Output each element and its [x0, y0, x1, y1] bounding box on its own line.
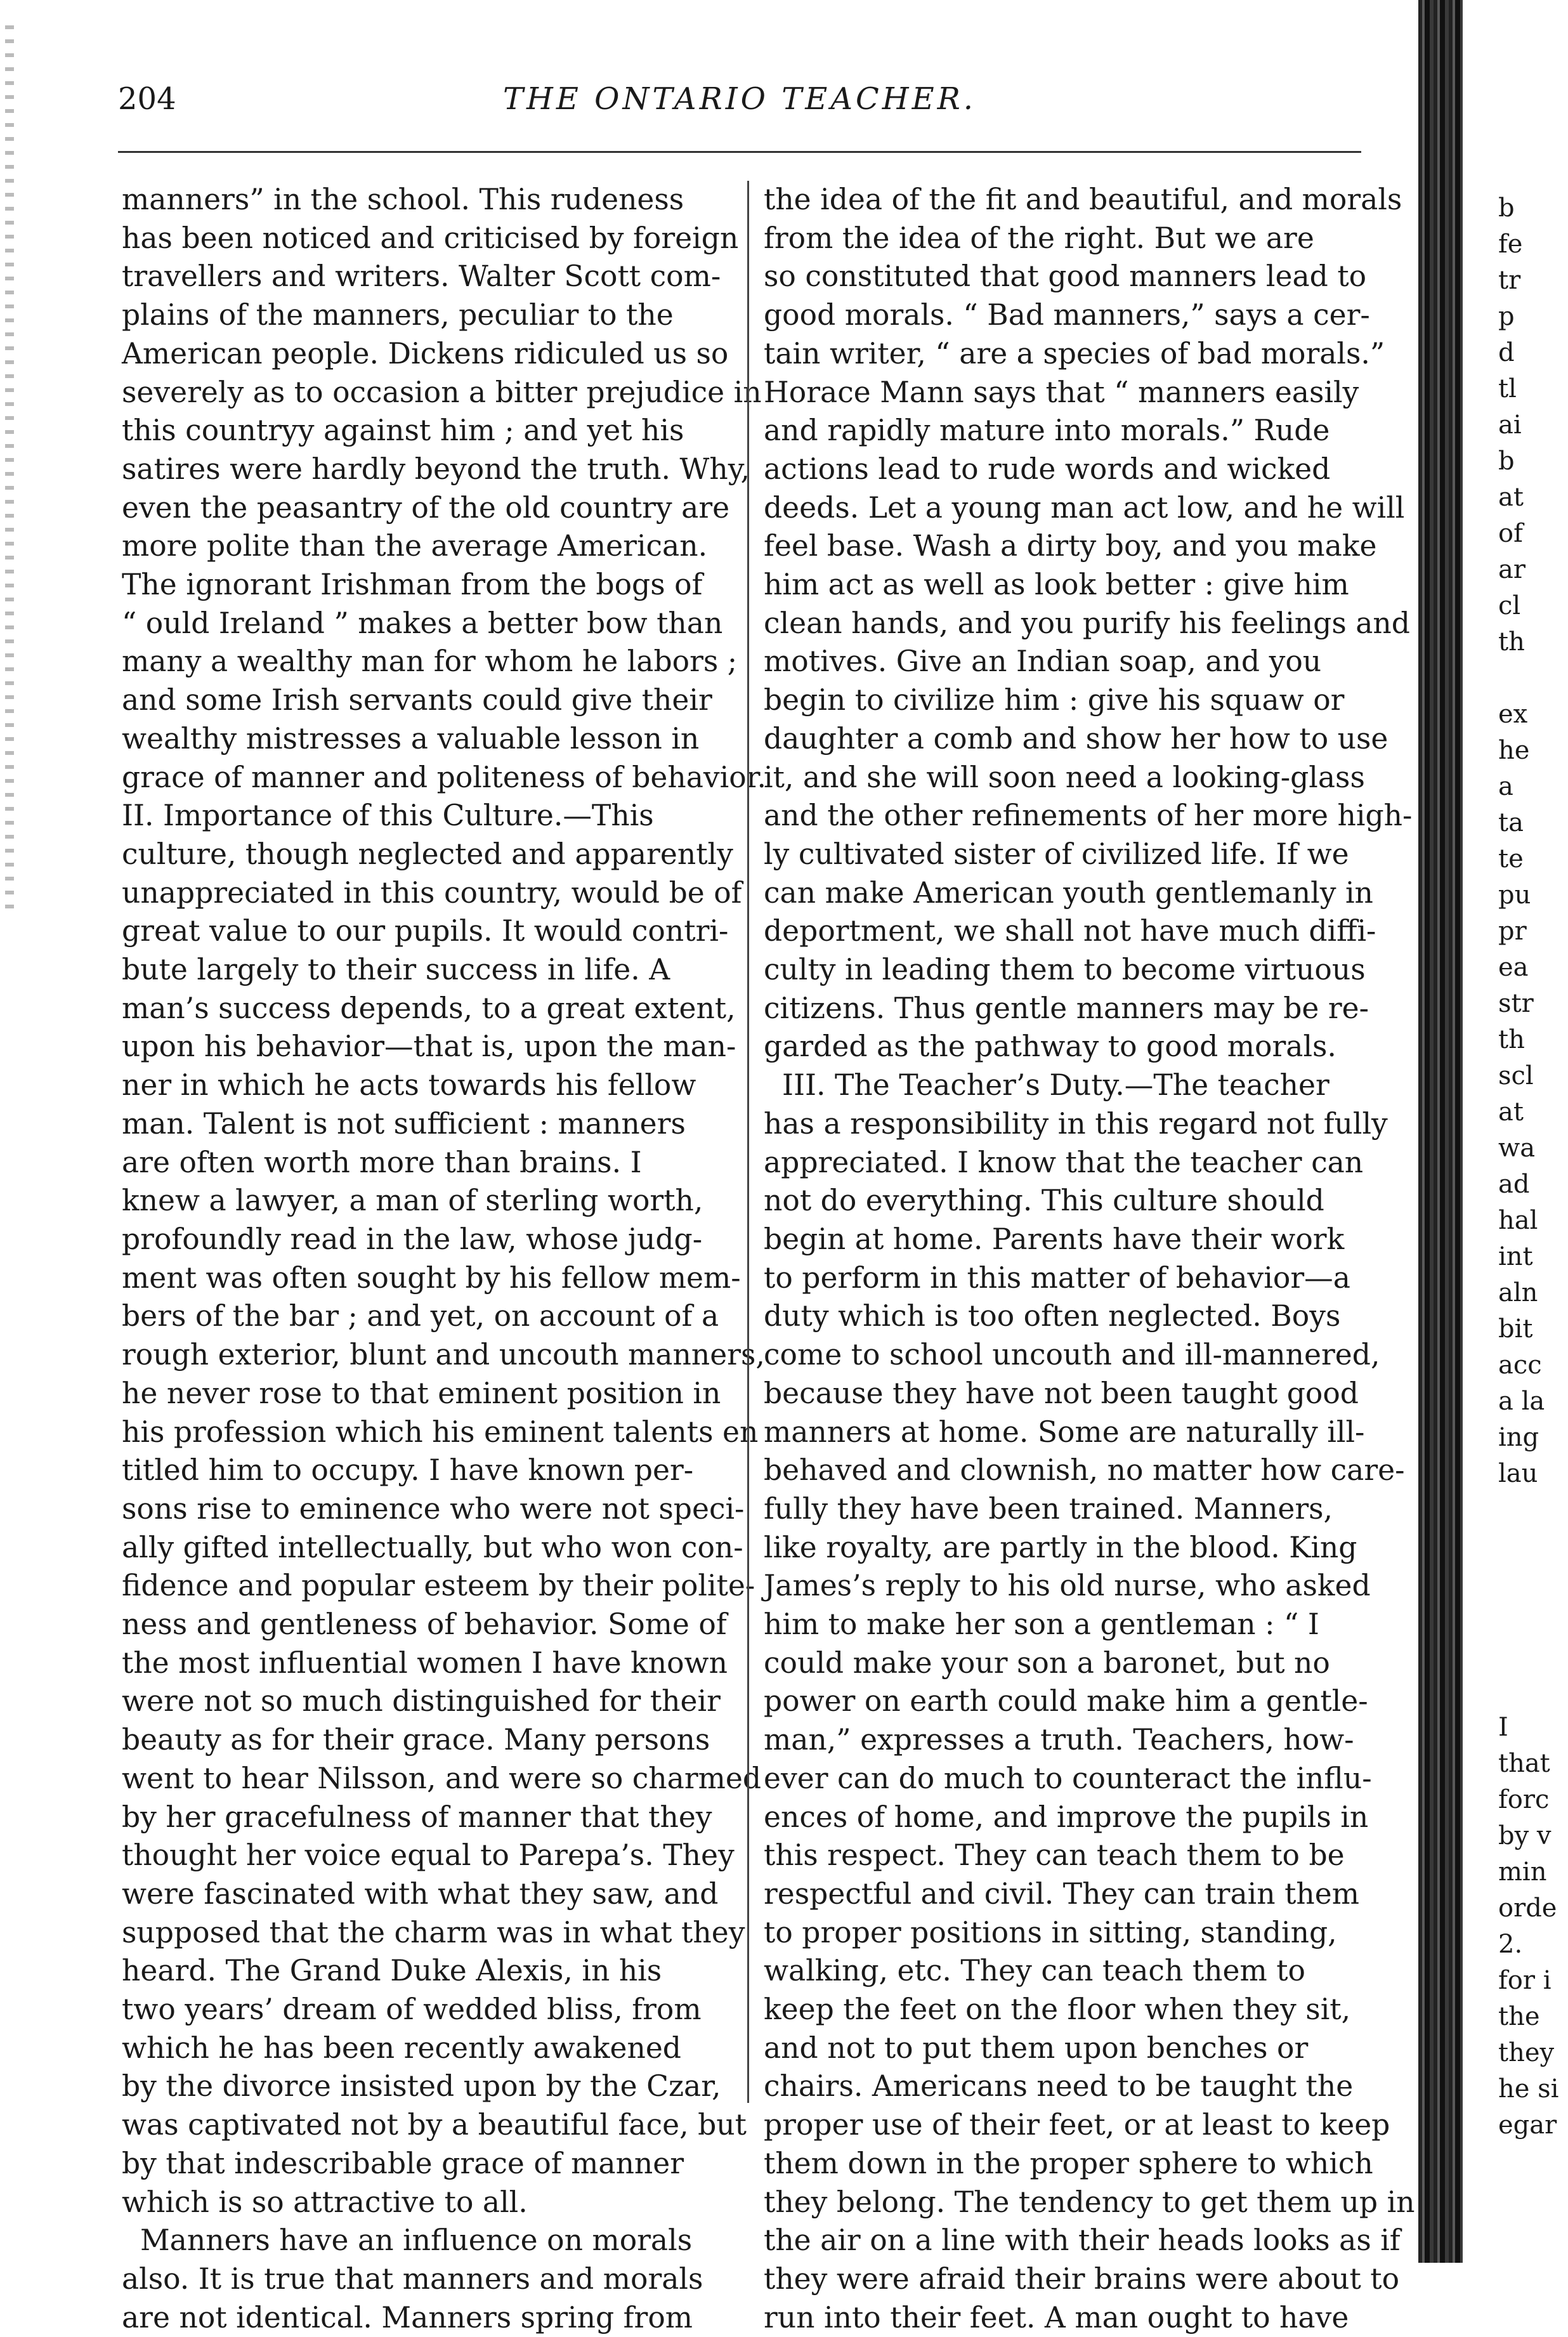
- text-line: run into their feet. A man ought to have: [764, 2300, 1349, 2334]
- fragment-line: he: [1498, 736, 1530, 765]
- text-line: so constituted that good manners lead to: [764, 259, 1367, 294]
- text-line: thought her voice equal to Parepa’s. They: [122, 1838, 735, 1873]
- text-line: and the other refinements of her more high-: [764, 799, 1413, 833]
- text-line: culty in leading them to become virtuous: [764, 953, 1366, 987]
- text-line: him act as well as look better : give him: [764, 568, 1349, 602]
- text-line: II. Importance of this Culture.—This: [122, 799, 654, 833]
- text-line: James’s reply to his old nurse, who asked: [764, 1569, 1371, 1603]
- fragment-line: d: [1498, 338, 1515, 367]
- text-line: also. It is true that manners and morals: [122, 2262, 703, 2296]
- text-line: ly cultivated sister of civilized life. If we: [764, 837, 1349, 871]
- fragment-line: b: [1498, 447, 1515, 476]
- text-line: keep the feet on the floor when they sit,: [764, 1993, 1351, 2027]
- text-line: even the peasantry of the old country are: [122, 490, 730, 525]
- text-line: sons rise to eminence who were not speci-: [122, 1491, 745, 1526]
- text-line: begin to civilize him : give his squaw or: [764, 683, 1345, 717]
- text-line: great value to our pupils. It would contri-: [122, 914, 729, 948]
- column-divider: [747, 181, 749, 2103]
- text-line: ally gifted intellectually, but who won con-: [122, 1530, 743, 1564]
- text-line: were not so much distinguished for their: [122, 1684, 721, 1718]
- fragment-line: a la: [1498, 1387, 1545, 1416]
- fragment-line: scl: [1498, 1061, 1534, 1090]
- text-line: good morals. “ Bad manners,” says a cer-: [764, 298, 1370, 332]
- text-line: III. The Teacher’s Duty.—The teacher: [764, 1068, 1330, 1103]
- text-line: upon his behavior—that is, upon the man-: [122, 1030, 736, 1064]
- text-line: severely as to occasion a bitter prejudice in: [122, 375, 762, 409]
- left-column: [122, 181, 766, 2337]
- text-line: are often worth more than brains. I: [122, 1145, 642, 1179]
- page-header: [118, 81, 1361, 132]
- text-line: him to make her son a gentleman : “ I: [764, 1607, 1319, 1642]
- text-line: them down in the proper sphere to which: [764, 2146, 1373, 2180]
- fragment-line: lau: [1498, 1459, 1538, 1488]
- text-line: the air on a line with their heads looks as if: [764, 2223, 1401, 2258]
- fragment-line: orde: [1498, 1894, 1557, 1923]
- text-line: begin at home. Parents have their work: [764, 1222, 1345, 1256]
- fragment-line: th: [1498, 627, 1525, 657]
- text-line: citizens. Thus gentle manners may be re-: [764, 991, 1369, 1025]
- text-line: from the idea of the right. But we are: [764, 221, 1314, 255]
- adjacent-page-edge: [1418, 0, 1463, 2263]
- text-line: more polite than the average American.: [122, 529, 708, 563]
- text-line: by her gracefulness of manner that they: [122, 1800, 712, 1834]
- adjacent-page-fragments-lower: [1498, 1710, 1558, 2144]
- fragment-line: pu: [1498, 880, 1531, 910]
- text-line: actions lead to rude words and wicked: [764, 452, 1331, 486]
- fragment-line: acc: [1498, 1351, 1542, 1380]
- text-line: profoundly read in the law, whose judg-: [122, 1222, 703, 1256]
- text-line: titled him to occupy. I have known per-: [122, 1453, 694, 1488]
- header-rule: [118, 151, 1361, 153]
- text-line: fully they have been trained. Manners,: [764, 1491, 1333, 1526]
- text-line: tain writer, “ are a species of bad morals.”: [764, 336, 1385, 370]
- text-line: duty which is too often neglected. Boys: [764, 1299, 1341, 1333]
- fragment-line: for i: [1498, 1966, 1552, 1995]
- text-line: are not identical. Manners spring from: [122, 2300, 693, 2334]
- fragment-line: cl: [1498, 591, 1521, 620]
- fragment-line: I: [1498, 1713, 1508, 1742]
- text-line: they were afraid their brains were about to: [764, 2262, 1400, 2296]
- text-line: knew a lawyer, a man of sterling worth,: [122, 1184, 703, 1218]
- fragment-line: [1498, 660, 1545, 697]
- text-line: power on earth could make him a gentle-: [764, 1684, 1368, 1718]
- text-line: American people. Dickens ridiculed us so: [122, 336, 729, 370]
- text-line: the most influential women I have known: [122, 1646, 728, 1680]
- text-line: clean hands, and you purify his feelings and: [764, 606, 1410, 640]
- text-line: were fascinated with what they saw, and: [122, 1876, 719, 1911]
- fragment-line: int: [1498, 1242, 1533, 1271]
- fragment-line: fe: [1498, 230, 1523, 259]
- fragment-line: the: [1498, 2002, 1540, 2031]
- text-line: daughter a comb and show her how to use: [764, 721, 1388, 756]
- text-line: ences of home, and improve the pupils in: [764, 1800, 1369, 1834]
- text-line: Manners have an influence on morals: [122, 2223, 693, 2258]
- text-line: feel base. Wash a dirty boy, and you make: [764, 529, 1377, 563]
- fragment-line: th: [1498, 1025, 1525, 1054]
- fragment-line: pr: [1498, 917, 1527, 946]
- text-line: satires were hardly beyond the truth. Why,: [122, 452, 750, 486]
- text-line: and some Irish servants could give their: [122, 683, 712, 717]
- text-line: can make American youth gentlemanly in: [764, 875, 1373, 910]
- fragment-line: ing: [1498, 1423, 1539, 1452]
- text-line: garded as the pathway to good morals.: [764, 1030, 1336, 1064]
- running-title: THE ONTARIO TEACHER.: [502, 81, 977, 117]
- fragment-line: te: [1498, 844, 1524, 874]
- fragment-line: a: [1498, 772, 1513, 801]
- text-line: manners at home. Some are naturally ill-: [764, 1415, 1365, 1449]
- text-line: which is so attractive to all.: [122, 2185, 528, 2219]
- text-line: plains of the manners, peculiar to the: [122, 298, 674, 332]
- text-line: it, and she will soon need a looking-glass: [764, 760, 1365, 794]
- text-line: travellers and writers. Walter Scott com-: [122, 259, 721, 294]
- text-line: bers of the bar ; and yet, on account of a: [122, 1299, 719, 1333]
- fragment-line: ad: [1498, 1170, 1530, 1199]
- text-line: “ ould Ireland ” makes a better bow than: [122, 606, 723, 640]
- text-line: and rapidly mature into morals.” Rude: [764, 414, 1330, 448]
- text-line: heard. The Grand Duke Alexis, in his: [122, 1954, 662, 1988]
- text-line: they belong. The tendency to get them up in: [764, 2185, 1415, 2219]
- text-line: wealthy mistresses a valuable lesson in: [122, 721, 700, 756]
- text-line: beauty as for their grace. Many persons: [122, 1723, 710, 1757]
- text-line: supposed that the charm was in what they: [122, 1915, 745, 1949]
- text-line: respectful and civil. They can train them: [764, 1876, 1359, 1911]
- text-line: motives. Give an Indian soap, and you: [764, 645, 1322, 679]
- fragment-line: hal: [1498, 1206, 1538, 1235]
- text-line: ner in which he acts towards his fellow: [122, 1068, 696, 1103]
- fragment-line: wa: [1498, 1134, 1536, 1163]
- fragment-line: at: [1498, 483, 1524, 512]
- fragment-line: they: [1498, 2038, 1555, 2067]
- text-line: was captivated not by a beautiful face, but: [122, 2108, 747, 2142]
- fragment-line: b: [1498, 193, 1515, 223]
- text-line: went to hear Nilsson, and were so charmed: [122, 1761, 762, 1795]
- text-line: his profession which his eminent talents en: [122, 1415, 759, 1449]
- text-line: by that indescribable grace of manner: [122, 2146, 684, 2180]
- text-line: culture, though neglected and apparently: [122, 837, 733, 871]
- fragment-line: tr: [1498, 266, 1521, 295]
- text-line: chairs. Americans need to be taught the: [764, 2069, 1354, 2104]
- text-line: he never rose to that eminent position in: [122, 1376, 721, 1410]
- text-line: grace of manner and politeness of behavior.: [122, 760, 766, 794]
- text-line: ment was often sought by his fellow mem-: [122, 1260, 741, 1295]
- fragment-line: p: [1498, 302, 1515, 331]
- text-line: could make your son a baronet, but no: [764, 1646, 1330, 1680]
- fragment-line: bit: [1498, 1314, 1533, 1344]
- text-line: appreciated. I know that the teacher can: [764, 1145, 1364, 1179]
- adjacent-page-fragments-upper: [1498, 190, 1545, 1492]
- fragment-line: tl: [1498, 374, 1517, 403]
- text-line: bute largely to their success in life. A: [122, 953, 670, 987]
- fragment-line: that: [1498, 1749, 1550, 1778]
- text-line: unappreciated in this country, would be of: [122, 875, 742, 910]
- text-line: walking, etc. They can teach them to: [764, 1954, 1305, 1988]
- fragment-line: ea: [1498, 953, 1529, 982]
- text-line: proper use of their feet, or at least to keep: [764, 2108, 1390, 2142]
- text-line: to proper positions in sitting, standing,: [764, 1915, 1337, 1949]
- text-line: Horace Mann says that “ manners easily: [764, 375, 1359, 409]
- text-line: ever can do much to counteract the influ-: [764, 1761, 1372, 1795]
- fragment-line: at: [1498, 1097, 1524, 1127]
- text-line: because they have not been taught good: [764, 1376, 1359, 1410]
- text-line: fidence and popular esteem by their polite-: [122, 1569, 755, 1603]
- text-line: many a wealthy man for whom he labors ;: [122, 645, 738, 679]
- text-line: to perform in this matter of behavior—a: [764, 1260, 1350, 1295]
- text-line: The ignorant Irishman from the bogs of: [122, 568, 703, 602]
- text-line: deportment, we shall not have much diffi-: [764, 914, 1376, 948]
- text-line: man,” expresses a truth. Teachers, how-: [764, 1723, 1354, 1757]
- fragment-line: ai: [1498, 410, 1522, 440]
- fragment-line: str: [1498, 989, 1534, 1018]
- binding-marks: [5, 25, 14, 913]
- text-line: rough exterior, blunt and uncouth manners,: [122, 1338, 765, 1372]
- fragment-line: ex: [1498, 700, 1528, 729]
- page-number: 204: [118, 81, 176, 117]
- text-line: deeds. Let a young man act low, and he will: [764, 490, 1405, 525]
- fragment-line: ar: [1498, 555, 1526, 584]
- fragment-line: egar: [1498, 2111, 1557, 2140]
- fragment-line: he si: [1498, 2074, 1559, 2104]
- text-line: has been noticed and criticised by foreign: [122, 221, 739, 255]
- text-line: man. Talent is not sufficient : manners: [122, 1106, 686, 1141]
- text-line: this respect. They can teach them to be: [764, 1838, 1345, 1873]
- fragment-line: of: [1498, 519, 1523, 548]
- fragment-line: aln: [1498, 1278, 1538, 1307]
- fragment-line: 2.: [1498, 1930, 1523, 1959]
- text-line: ness and gentleness of behavior. Some of: [122, 1607, 727, 1642]
- text-line: come to school uncouth and ill-mannered,: [764, 1338, 1380, 1372]
- text-line: has a responsibility in this regard not fully: [764, 1106, 1388, 1141]
- fragment-line: by v: [1498, 1821, 1552, 1850]
- text-line: this countryy against him ; and yet his: [122, 414, 684, 448]
- fragment-line: forc: [1498, 1785, 1550, 1814]
- right-column: [764, 181, 1415, 2337]
- fragment-line: min: [1498, 1857, 1547, 1887]
- text-line: and not to put them upon benches or: [764, 2031, 1309, 2065]
- fragment-line: ta: [1498, 808, 1524, 837]
- text-line: manners” in the school. This rudeness: [122, 183, 684, 216]
- text-line: behaved and clownish, no matter how care-: [764, 1453, 1405, 1488]
- text-line: like royalty, are partly in the blood. King: [764, 1530, 1357, 1564]
- text-line: not do everything. This culture should: [764, 1184, 1324, 1218]
- text-line: which he has been recently awakened: [122, 2031, 681, 2065]
- text-line: man’s success depends, to a great extent,: [122, 991, 736, 1025]
- text-line: two years’ dream of wedded bliss, from: [122, 1993, 702, 2027]
- text-line: by the divorce insisted upon by the Czar,: [122, 2069, 721, 2104]
- text-line: the idea of the fit and beautiful, and morals: [764, 183, 1402, 216]
